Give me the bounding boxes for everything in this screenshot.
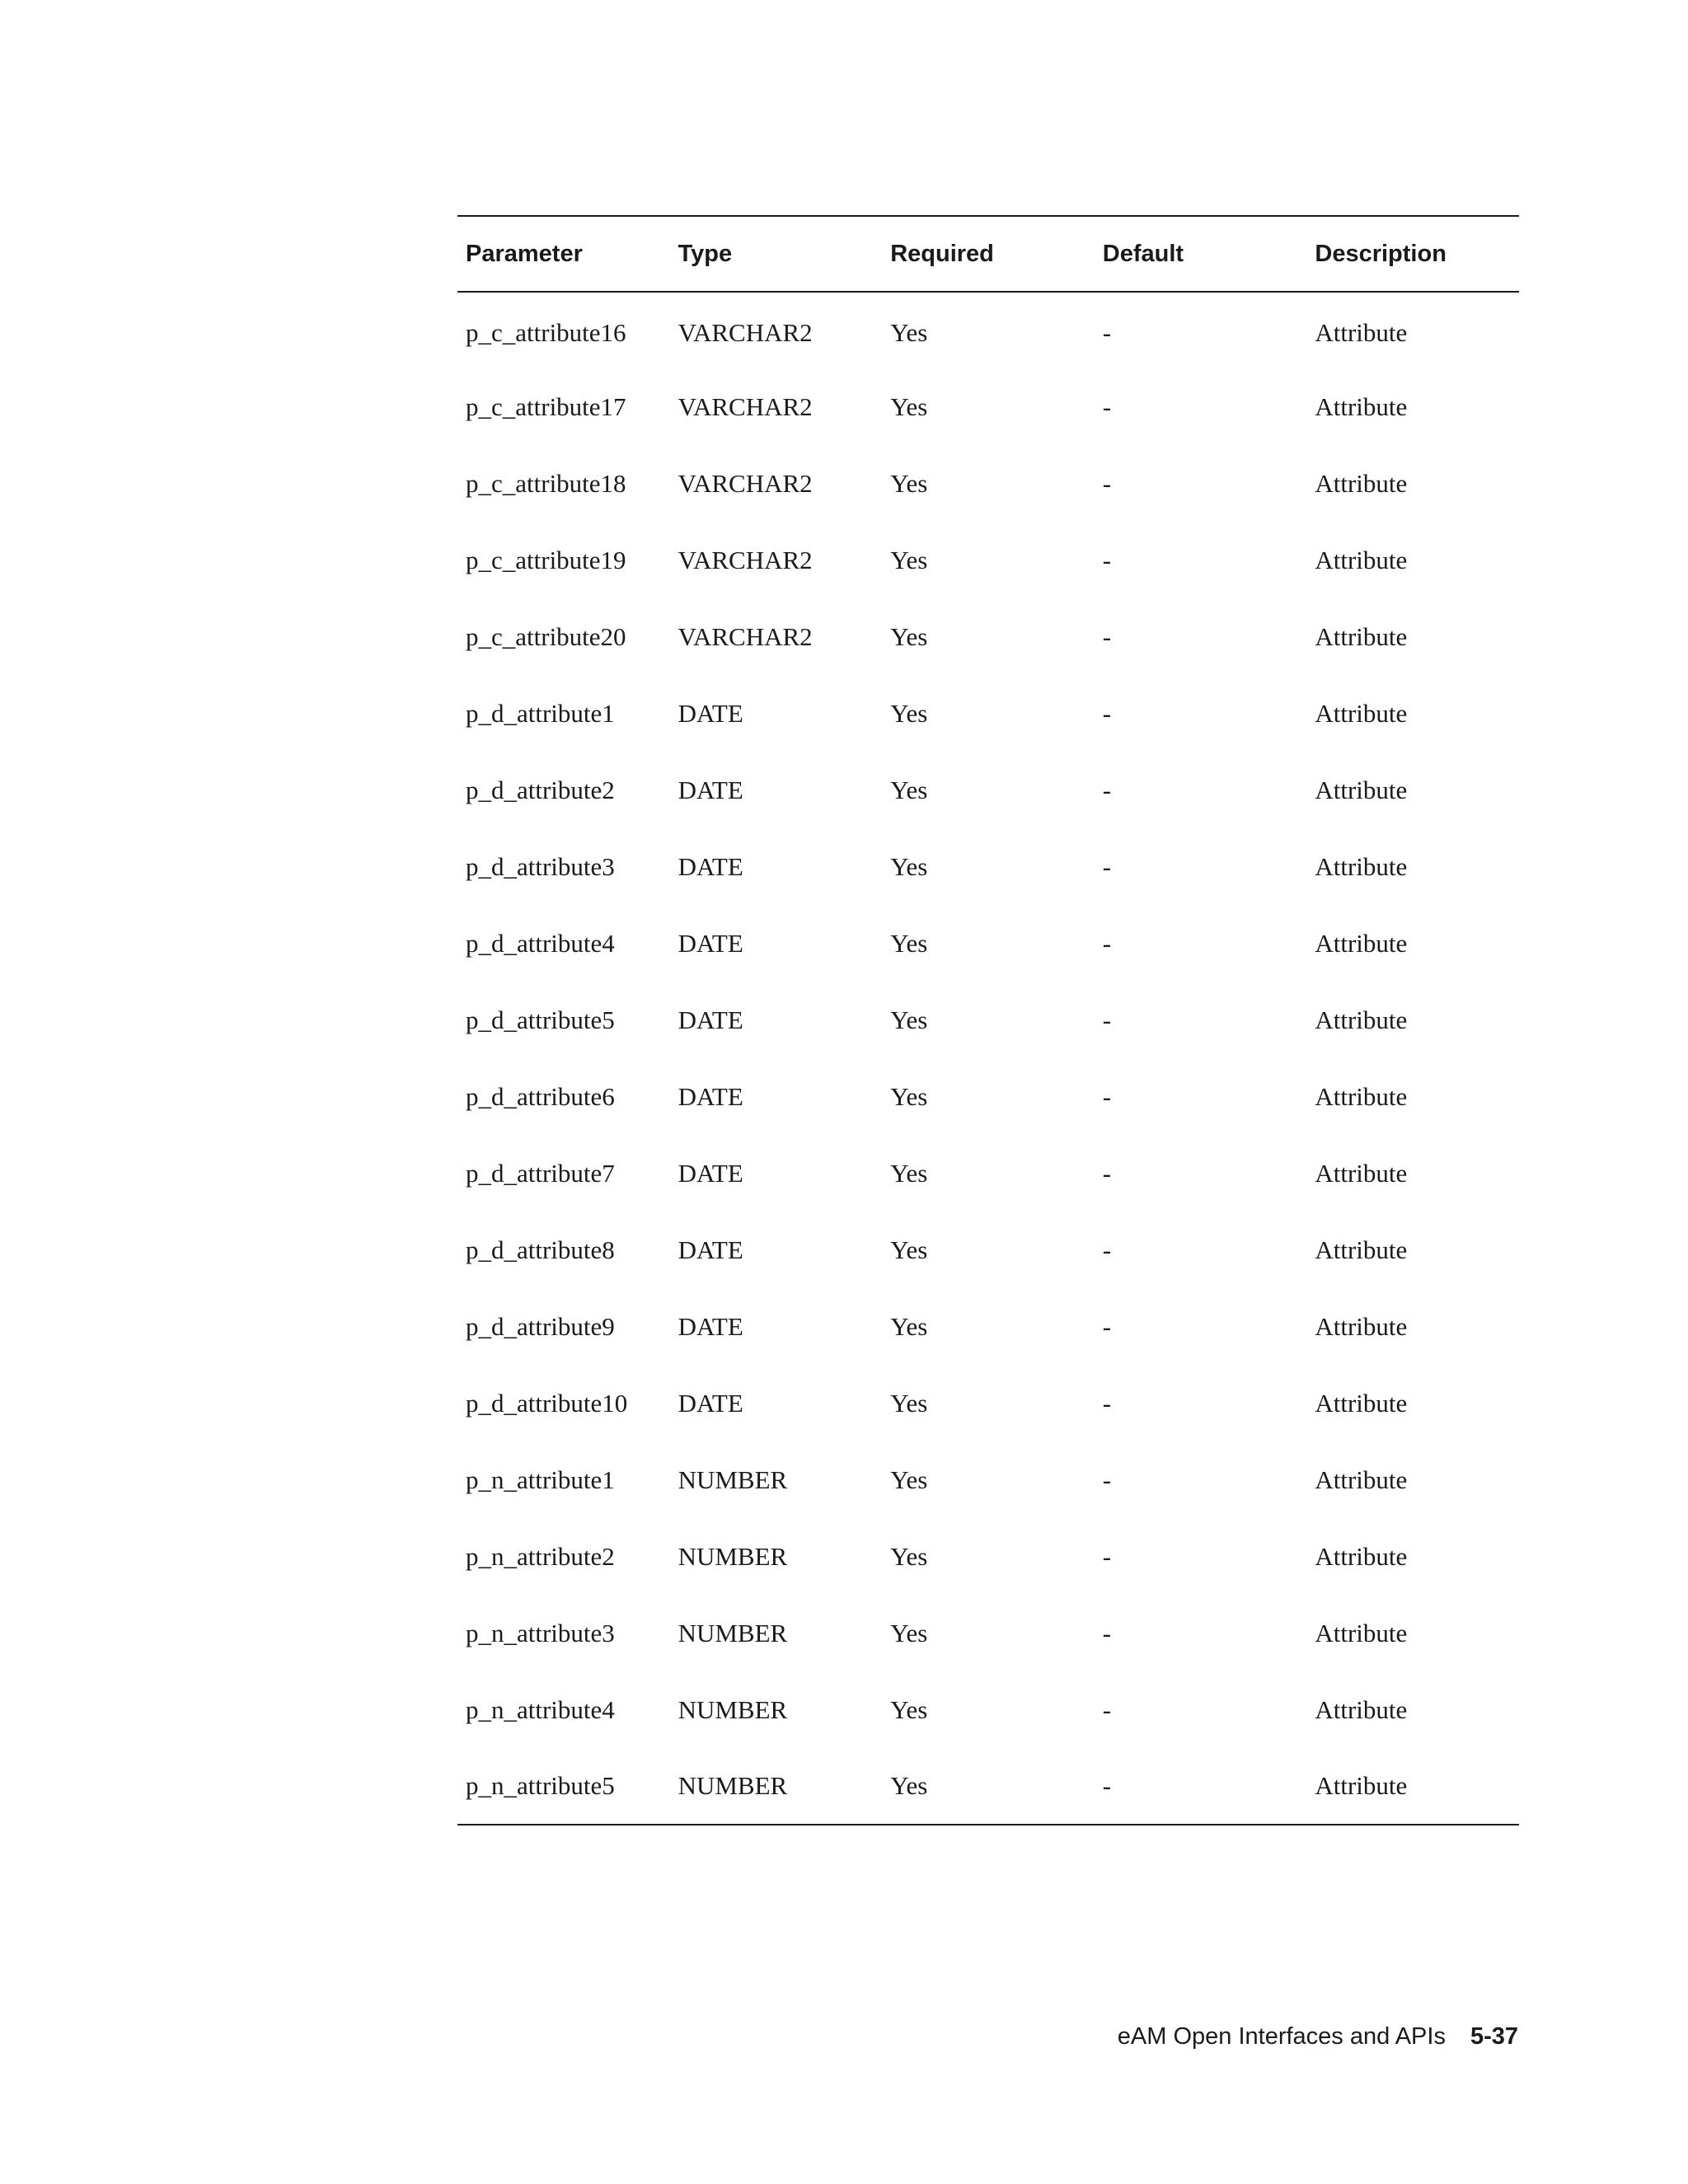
cell-parameter: p_n_attribute3 [466, 1618, 615, 1647]
page-footer [1118, 2023, 1518, 2050]
cell-description: Attribute [1315, 1541, 1408, 1571]
cell-description: Attribute [1315, 1771, 1408, 1800]
table-row [457, 1518, 1519, 1595]
cell-description: Attribute [1315, 1694, 1408, 1724]
cell-description: Attribute [1315, 1465, 1408, 1494]
cell-required: Yes [890, 391, 928, 421]
table-row [457, 1441, 1519, 1518]
cell-required: Yes [890, 545, 928, 574]
cell-description: Attribute [1315, 1388, 1408, 1418]
cell-default: - [1102, 1771, 1112, 1800]
cell-description: Attribute [1315, 545, 1408, 574]
cell-default: - [1102, 851, 1112, 881]
cell-parameter: p_n_attribute2 [466, 1541, 615, 1571]
cell-type: DATE [678, 1005, 743, 1034]
table-row [457, 1135, 1519, 1212]
cell-type: NUMBER [678, 1618, 788, 1647]
cell-default: - [1102, 698, 1112, 728]
cell-description: Attribute [1315, 391, 1408, 421]
cell-description: Attribute [1315, 318, 1408, 347]
cell-type: NUMBER [678, 1541, 788, 1571]
table-row [457, 1365, 1519, 1441]
cell-required: Yes [890, 318, 928, 347]
cell-parameter: p_n_attribute4 [466, 1694, 615, 1724]
cell-type: DATE [678, 1158, 743, 1188]
cell-default: - [1102, 1388, 1112, 1418]
header-default: Default [1102, 240, 1184, 267]
table-row [457, 445, 1519, 522]
cell-type: VARCHAR2 [678, 318, 813, 347]
cell-description: Attribute [1315, 1158, 1408, 1188]
cell-default: - [1102, 1618, 1112, 1647]
cell-parameter: p_d_attribute1 [466, 698, 615, 728]
cell-type: VARCHAR2 [678, 621, 813, 651]
cell-required: Yes [890, 1158, 928, 1188]
cell-parameter: p_d_attribute2 [466, 775, 615, 804]
table-row [457, 905, 1519, 982]
cell-required: Yes [890, 1694, 928, 1724]
cell-type: NUMBER [678, 1465, 788, 1494]
cell-type: DATE [678, 1081, 743, 1111]
cell-description: Attribute [1315, 1081, 1408, 1111]
cell-parameter: p_d_attribute6 [466, 1081, 615, 1111]
cell-parameter: p_d_attribute7 [466, 1158, 615, 1188]
cell-type: NUMBER [678, 1694, 788, 1724]
table-body [457, 292, 1519, 1825]
cell-default: - [1102, 1694, 1112, 1724]
cell-description: Attribute [1315, 698, 1408, 728]
cell-parameter: p_c_attribute16 [466, 318, 626, 347]
page-number: 5-37 [1470, 2023, 1518, 2050]
cell-required: Yes [890, 1311, 928, 1341]
cell-description: Attribute [1315, 1235, 1408, 1264]
cell-required: Yes [890, 1388, 928, 1418]
table-header-row [457, 216, 1519, 292]
parameter-table [457, 215, 1519, 1825]
table-row [457, 675, 1519, 752]
cell-parameter: p_n_attribute1 [466, 1465, 615, 1494]
cell-description: Attribute [1315, 928, 1408, 958]
cell-parameter: p_d_attribute8 [466, 1235, 615, 1264]
table-row [457, 1288, 1519, 1365]
cell-type: NUMBER [678, 1771, 788, 1800]
cell-default: - [1102, 1465, 1112, 1494]
cell-type: VARCHAR2 [678, 391, 813, 421]
cell-description: Attribute [1315, 1005, 1408, 1034]
cell-required: Yes [890, 851, 928, 881]
cell-description: Attribute [1315, 468, 1408, 498]
cell-default: - [1102, 621, 1112, 651]
table-row [457, 598, 1519, 675]
cell-parameter: p_d_attribute5 [466, 1005, 615, 1034]
cell-description: Attribute [1315, 775, 1408, 804]
table-row [457, 752, 1519, 828]
header-description: Description [1315, 240, 1447, 267]
cell-default: - [1102, 1005, 1112, 1034]
cell-required: Yes [890, 698, 928, 728]
cell-description: Attribute [1315, 1618, 1408, 1647]
cell-parameter: p_c_attribute18 [466, 468, 626, 498]
cell-parameter: p_d_attribute9 [466, 1311, 615, 1341]
cell-required: Yes [890, 1541, 928, 1571]
cell-parameter: p_c_attribute17 [466, 391, 626, 421]
cell-type: VARCHAR2 [678, 468, 813, 498]
cell-description: Attribute [1315, 1311, 1408, 1341]
header-type: Type [678, 240, 733, 267]
cell-required: Yes [890, 1618, 928, 1647]
cell-parameter: p_n_attribute5 [466, 1771, 615, 1800]
cell-type: DATE [678, 1311, 743, 1341]
cell-type: DATE [678, 775, 743, 804]
cell-parameter: p_d_attribute4 [466, 928, 615, 958]
header-parameter: Parameter [466, 240, 583, 267]
cell-required: Yes [890, 468, 928, 498]
table-row [457, 1058, 1519, 1135]
cell-default: - [1102, 1311, 1112, 1341]
table-row [457, 1671, 1519, 1748]
cell-required: Yes [890, 621, 928, 651]
cell-type: DATE [678, 1235, 743, 1264]
cell-required: Yes [890, 775, 928, 804]
cell-description: Attribute [1315, 621, 1408, 651]
table-row [457, 828, 1519, 905]
cell-parameter: p_d_attribute10 [466, 1388, 628, 1418]
cell-default: - [1102, 545, 1112, 574]
cell-type: DATE [678, 928, 743, 958]
cell-parameter: p_d_attribute3 [466, 851, 615, 881]
cell-required: Yes [890, 1771, 928, 1800]
cell-type: DATE [678, 698, 743, 728]
cell-required: Yes [890, 928, 928, 958]
table-row [457, 522, 1519, 598]
table-row [457, 292, 1519, 368]
cell-default: - [1102, 1541, 1112, 1571]
cell-required: Yes [890, 1005, 928, 1034]
cell-default: - [1102, 1235, 1112, 1264]
header-required: Required [890, 240, 994, 267]
cell-parameter: p_c_attribute20 [466, 621, 626, 651]
cell-default: - [1102, 775, 1112, 804]
table-row [457, 982, 1519, 1058]
cell-default: - [1102, 1081, 1112, 1111]
cell-default: - [1102, 928, 1112, 958]
cell-default: - [1102, 391, 1112, 421]
cell-type: DATE [678, 851, 743, 881]
table-row [457, 1748, 1519, 1825]
cell-type: DATE [678, 1388, 743, 1418]
cell-parameter: p_c_attribute19 [466, 545, 626, 574]
cell-default: - [1102, 318, 1112, 347]
cell-description: Attribute [1315, 851, 1408, 881]
cell-default: - [1102, 468, 1112, 498]
cell-required: Yes [890, 1081, 928, 1111]
cell-required: Yes [890, 1465, 928, 1494]
cell-default: - [1102, 1158, 1112, 1188]
table-header [457, 216, 1519, 292]
table-row [457, 1595, 1519, 1671]
cell-type: VARCHAR2 [678, 545, 813, 574]
footer-title: eAM Open Interfaces and APIs [1117, 2023, 1446, 2050]
table-row [457, 1212, 1519, 1288]
cell-required: Yes [890, 1235, 928, 1264]
table-row [457, 368, 1519, 445]
